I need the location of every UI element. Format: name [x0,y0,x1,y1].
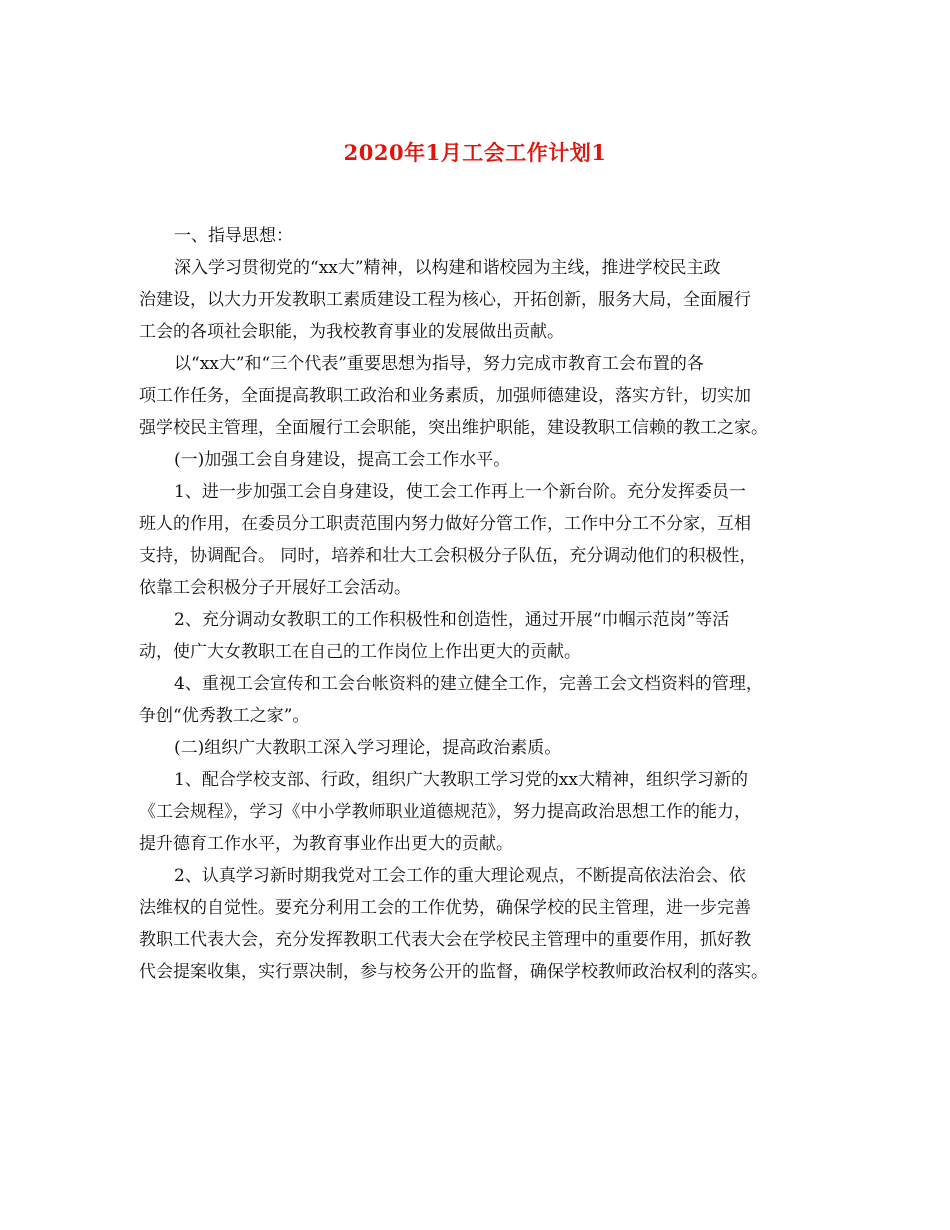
text-line: 教职工代表大会，充分发挥教职工代表大会在学校民主管理中的重要作用，抓好教 [139,930,751,950]
text-line: 提升德育工作水平，为教育事业作出更大的贡献。 [139,834,513,854]
text-line: 2、认真学习新时期我党对工会工作的重大理论观点，不断提高依法治会、依 [174,866,746,886]
text-line: 法维权的自觉性。要充分利用工会的工作优势，确保学校的民主管理，进一步完善 [139,898,751,918]
text-line: (一)加强工会自身建设，提高工会工作水平。 [174,450,511,470]
text-line: 支持，协调配合。 同时，培养和壮大工会积极分子队伍，充分调动他们的积极性， [139,546,757,566]
text-line: (二)组织广大教职工深入学习理论，提高政治素质。 [174,738,562,758]
text-line: 1、配合学校支部、行政，组织广大教职工学习党的xx大精神，组织学习新的 [174,770,748,790]
text-line: 2、充分调动女教职工的工作积极性和创造性，通过开展“巾帼示范岗”等活 [174,610,730,630]
text-line: 治建设，以大力开发教职工素质建设工程为核心，开拓创新，服务大局，全面履行 [139,290,751,310]
text-line: 一、指导思想： [174,226,293,246]
text-line: 深入学习贯彻党的“xx大”精神，以构建和谐校园为主线，推进学校民主政 [174,258,721,278]
text-line: 1、进一步加强工会自身建设，使工会工作再上一个新台阶。充分发挥委员一 [174,482,746,502]
text-line: 强学校民主管理，全面履行工会职能，突出维护职能，建设教职工信赖的教工之家。 [139,418,768,438]
text-line: 工会的各项社会职能，为我校教育事业的发展做出贡献。 [139,322,564,342]
text-line: 4、重视工会宣传和工会台帐资料的建立健全工作，完善工会文档资料的管理， [174,674,763,694]
text-line: 代会提案收集，实行票决制，参与校务公开的监督，确保学校教师政治权利的落实。 [139,962,768,982]
text-line: 《工会规程》，学习《中小学教师职业道德规范》，努力提高政治思想工作的能力， [139,802,751,822]
text-line: 项工作任务，全面提高教职工政治和业务素质，加强师德建设，落实方针，切实加 [139,386,751,406]
text-line: 动，使广大女教职工在自己的工作岗位上作出更大的贡献。 [139,642,581,662]
text-line: 依靠工会积极分子开展好工会活动。 [139,578,411,598]
document-title: 2020年1月工会工作计划1 [343,140,607,165]
text-line: 争创“优秀教工之家”。 [139,706,310,726]
text-line: 班人的作用，在委员分工职责范围内努力做好分管工作，工作中分工不分家，互相 [139,514,751,534]
text-line: 以“xx大”和“三个代表”重要思想为指导，努力完成市教育工会布置的各 [174,354,704,374]
document-body [139,220,829,988]
